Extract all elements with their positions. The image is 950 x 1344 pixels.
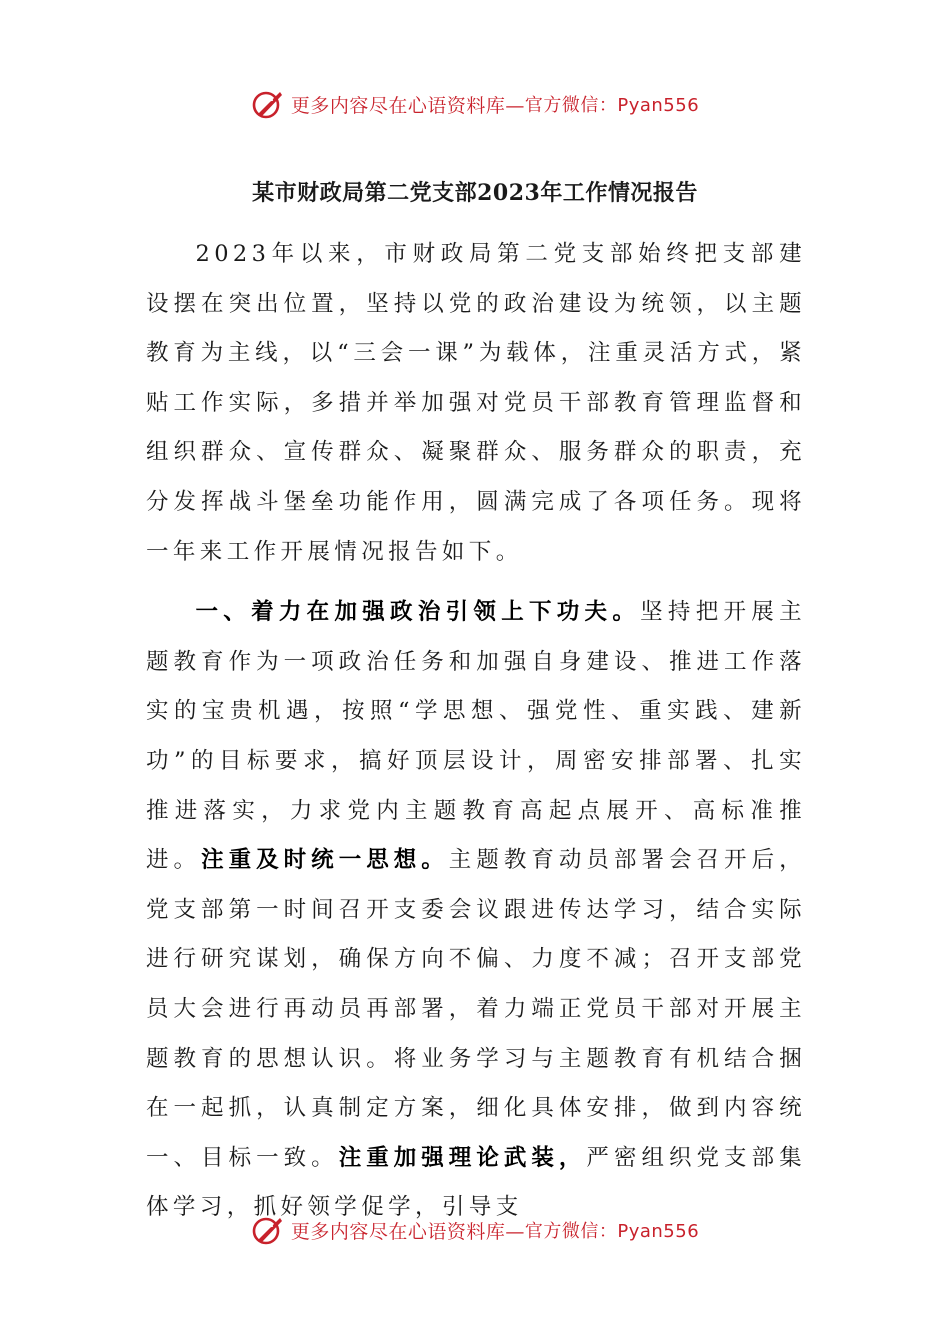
document-body — [146, 230, 806, 1233]
section-1-paragraph — [146, 588, 806, 1233]
section-1-heading: 一、着力在加强政治引领上下功夫。 — [195, 599, 641, 626]
section-1-text-3: 严密组织党支部集体学习，抓好领学促学，引导支 — [146, 1144, 806, 1221]
document-title: 某市财政局第二党支部2023年工作情况报告 — [252, 180, 698, 206]
quill-pen-logo-icon — [251, 87, 285, 121]
watermark-banner-bottom — [0, 1206, 950, 1254]
watermark-brand-text: 更多内容尽在心语资料库— — [290, 1220, 525, 1243]
watermark-wechat-text: 官方微信：Pyan556 — [524, 95, 700, 116]
watermark-brand-text: 更多内容尽在心语资料库— — [290, 94, 525, 117]
watermark-wechat-text: 官方微信：Pyan556 — [524, 1221, 700, 1242]
intro-paragraph: 2023年以来，市财政局第二党支部始终把支部建设摆在突出位置，坚持以党的政治建设为统领，以主题教育为主线，以“三会一课”为载体，注重灵活方式，紧贴工作实际，多措并举加强对党员干部教育管理监督和组织群众、宣传群众、凝聚群众、服务群众的职责，充分发挥战斗堡垒功能作用，圆满完成了各项任务。现将一年来工作开展情况报告如下。 — [146, 241, 806, 565]
section-1-text-1: 坚持把开展主题教育作为一项政治任务和加强自身建设、推进工作落实的宝贵机遇，按照“学思想、强党性、重实践、建新功”的目标要求，搞好顶层设计，周密安排部署、扎实推进落实，力求党内主题教育高起点展开、高标准推进。 — [146, 599, 806, 874]
section-1-subheading-2: 注重加强理论武装， — [338, 1144, 587, 1171]
watermark-banner-top — [0, 80, 950, 128]
section-1-text-2: 主题教育动员部署会召开后，党支部第一时间召开支委会议跟进传达学习，结合实际进行研究谋划，确保方向不偏、力度不减；召开支部党员大会进行再动员再部署，着力端正党员干部对开展主题教育的思想认识。将业务学习与主题教育有机结合捆在一起抓，认真制定方案，细化具体安排，做到内容统一、目标一致。 — [146, 847, 806, 1171]
quill-pen-logo-icon — [251, 1213, 285, 1247]
section-1-subheading-1: 注重及时统一思想。 — [201, 847, 449, 874]
